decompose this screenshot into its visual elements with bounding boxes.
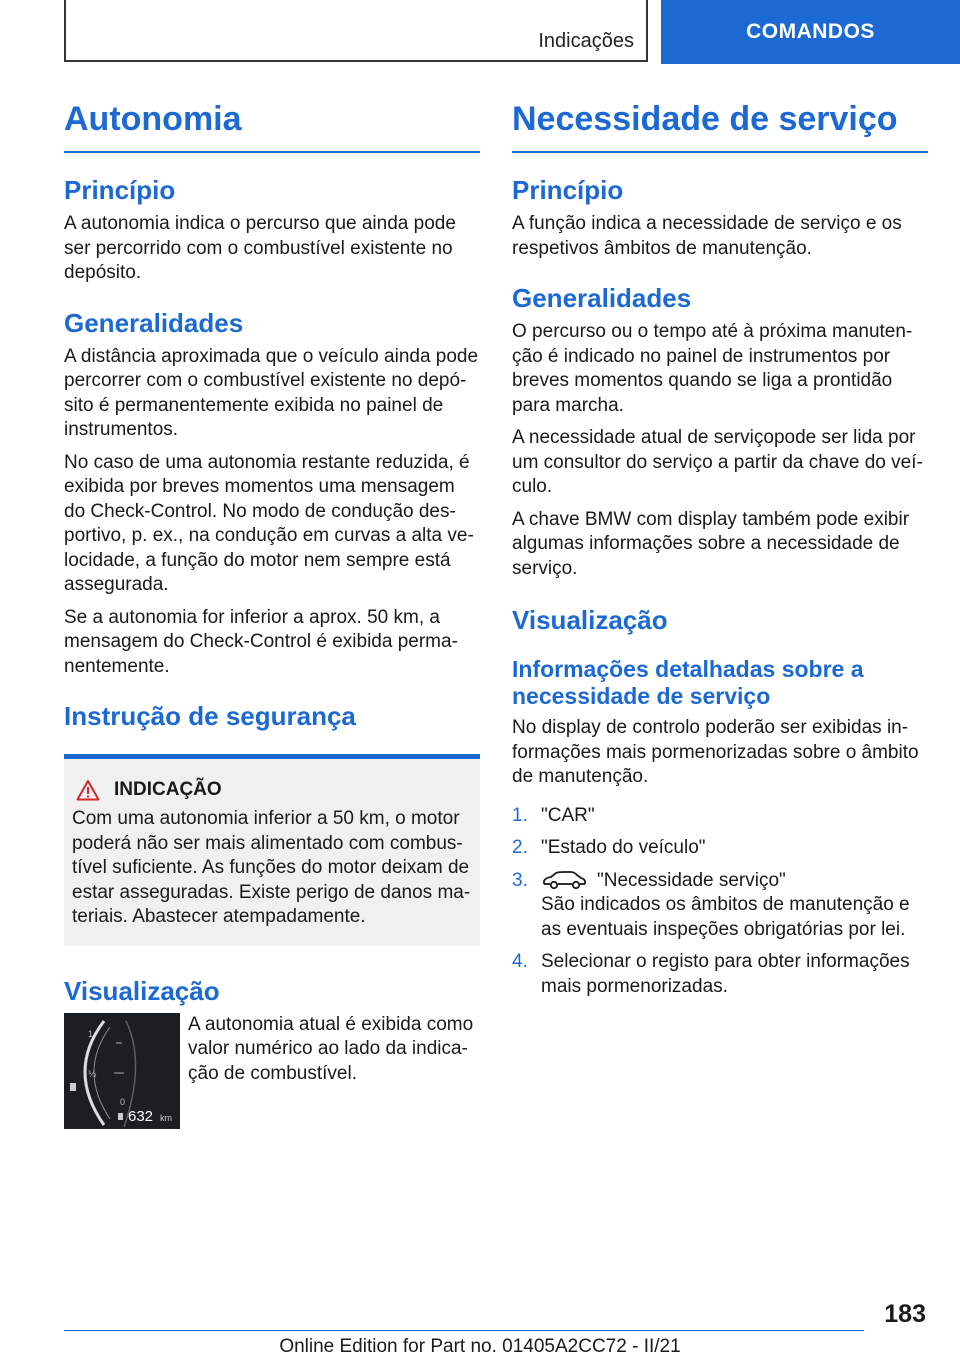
footer-divider <box>64 1330 864 1331</box>
autonomy-general-paragraph: A distância aproximada que o veículo ainda pode percorrer com o combustível existente no depó-sito é permanentemente exibida no painel de instrumentos. <box>64 345 479 440</box>
autonomy-general-heading: Generalidades <box>64 307 244 338</box>
notice-text: Com uma autonomia inferior a 50 km, o motor poderá não ser mais alimentado com combus-tível suficiente. As funções do motor deixam de estar asseguradas. Existe perigo de danos ma-teriais. Abastecer atempadamente. <box>72 808 471 927</box>
autonomy-title: Autonomia <box>64 100 480 153</box>
warning-triangle-icon <box>76 779 100 801</box>
step-number: 4. <box>512 951 528 972</box>
list-item <box>512 804 928 829</box>
step-text: "Estado do veículo" <box>541 837 706 858</box>
page-number: 183 <box>884 1300 926 1328</box>
autonomy-display-heading: Visualização <box>64 975 220 1006</box>
list-item <box>512 836 928 861</box>
notice-title <box>72 779 472 801</box>
autonomy-display-text: A autonomia atual é exibida como valor numérico ao lado da indica-ção de combustível. <box>188 1013 474 1084</box>
step-text: "Necessidade serviço" <box>597 869 786 891</box>
display-block <box>64 1013 480 1129</box>
autonomy-principle-text: A autonomia indica o percurso que ainda pode ser percorrido com o combustível existente no depósito. <box>64 213 456 283</box>
service-general-paragraph: A necessidade atual de serviçopode ser lida por um consultor do serviço a partir da chave do veí-culo. <box>512 427 923 497</box>
list-item <box>512 950 928 999</box>
service-detail-intro: No display de controlo poderão ser exibidas in-formações mais pormenorizadas sobre o âmbito de manutenção. <box>512 717 919 787</box>
step-number: 1. <box>512 804 528 826</box>
service-detail-subheading: Informações detalhadas sobre a necessidade de serviço <box>512 656 864 709</box>
fuel-gauge-image <box>64 1013 180 1129</box>
gauge-scale-mid: ½ <box>88 1069 97 1080</box>
service-principle-text: A função indica a necessidade de serviço e os respetivos âmbitos de manutenção. <box>512 213 902 259</box>
gauge-scale-top: 1 <box>88 1028 94 1039</box>
autonomy-principle-heading: Princípio <box>64 175 176 205</box>
car-service-icon <box>541 870 587 890</box>
autonomy-general-paragraph: Se a autonomia for inferior a aprox. 50 km, a mensagem do Check-Control é exibida perma-nentemente. <box>64 606 458 677</box>
gauge-scale-low: 0 <box>120 1096 126 1107</box>
gauge-range-unit: km <box>160 1112 172 1123</box>
safety-notice-box <box>64 754 480 946</box>
service-display-heading: Visualização <box>512 605 668 635</box>
footer-edition-text: Online Edition for Part no. 01405A2CC72 - II/21 <box>279 1336 681 1357</box>
step-body <box>541 869 928 943</box>
step-text: Selecionar o registo para obter informações mais pormenorizadas. <box>541 951 910 997</box>
autonomy-general-paragraph: No caso de uma autonomia restante reduzida, é exibida por breves momentos uma mensagem do Check-Control. No modo de condução des-portivo, p. ex., na condução em curvas a alta ve-locidade, a função do motor nem sempre está assegurada. <box>64 451 474 595</box>
fuel-pump-icon-small <box>118 1113 123 1120</box>
notice-title-text: INDICAÇÃO <box>114 779 222 800</box>
safety-heading: Instrução de segurança <box>64 701 356 731</box>
header-section-box <box>64 0 648 62</box>
service-principle-heading: Princípio <box>512 175 624 205</box>
step-number: 2. <box>512 837 528 858</box>
right-column <box>512 100 928 1007</box>
step-number: 3. <box>512 869 528 891</box>
service-steps-list <box>512 804 928 1000</box>
step-text: "CAR" <box>541 804 595 826</box>
header-section-title: Indicações <box>538 30 634 52</box>
service-general-paragraph: A chave BMW com display também pode exibir algumas informações sobre a necessidade de serviço. <box>512 508 910 579</box>
service-general-heading: Generalidades <box>512 283 692 313</box>
header-chapter-tab: COMANDOS <box>661 0 960 64</box>
fuel-pump-icon <box>70 1083 76 1091</box>
gauge-range-value: 632 <box>128 1107 154 1125</box>
service-title: Necessidade de serviço <box>512 100 928 153</box>
service-general-paragraph: O percurso ou o tempo até à próxima manuten-ção é indicado no painel de instrumentos por breves momentos quando se liga a prontidão para marcha. <box>512 321 913 416</box>
step-subtext: São indicados os âmbitos de manutenção e as eventuais inspeções obrigatórias por lei. <box>541 894 910 940</box>
left-column <box>64 100 480 1129</box>
list-item <box>512 869 928 943</box>
